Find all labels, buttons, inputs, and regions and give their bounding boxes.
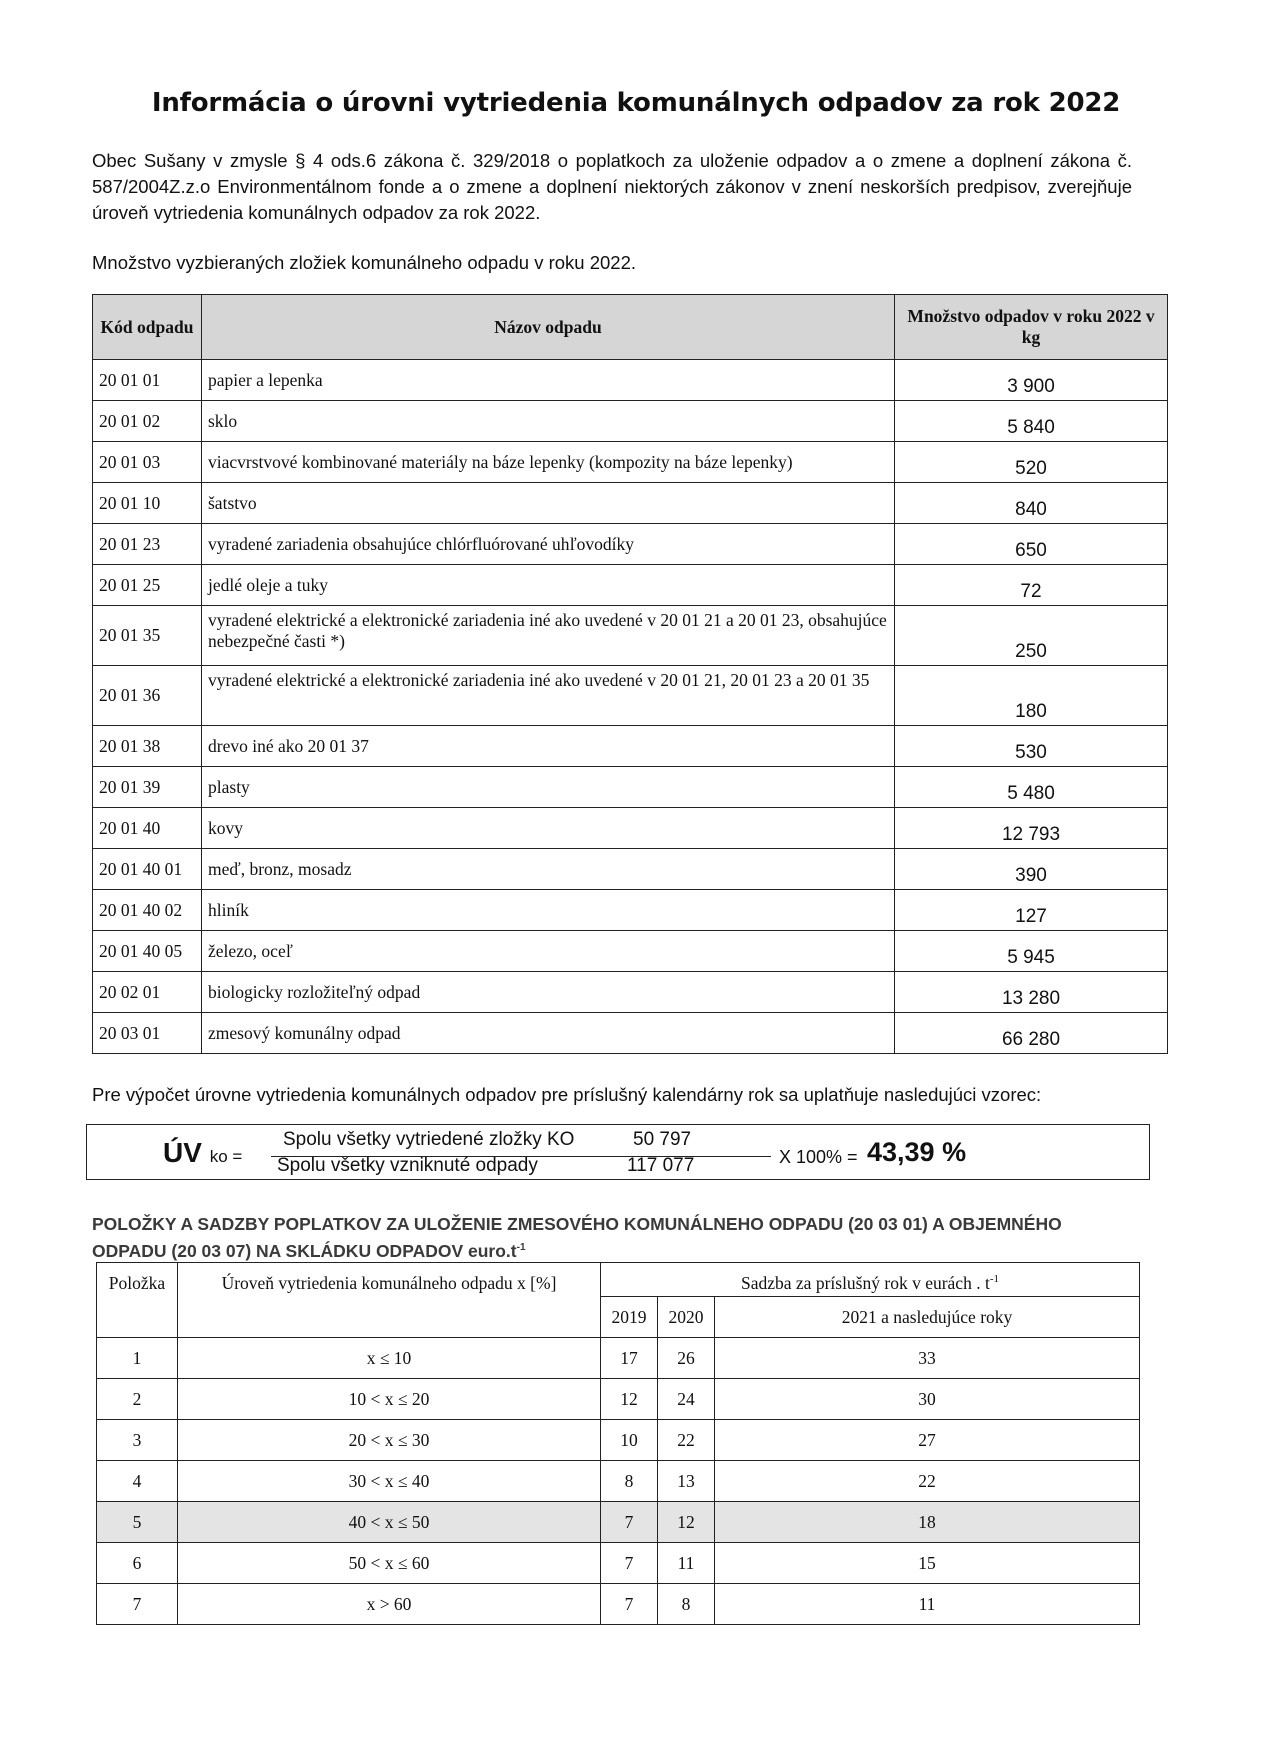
waste-code: 20 02 01	[93, 972, 202, 1013]
waste-name: zmesový komunálny odpad	[202, 1013, 895, 1054]
header-name: Názov odpadu	[202, 295, 895, 360]
waste-qty: 66 280	[895, 1013, 1168, 1054]
waste-qty: 5 945	[895, 931, 1168, 972]
header-level: Úroveň vytriedenia komunálneho odpadu x [%]	[178, 1263, 601, 1338]
formula-result: 43,39 %	[867, 1137, 967, 1167]
table-row	[93, 401, 1168, 442]
table-row	[93, 931, 1168, 972]
waste-qty: 180	[895, 666, 1168, 726]
waste-code: 20 01 10	[93, 483, 202, 524]
header-year-2021: 2021 a nasledujúce roky	[715, 1297, 1140, 1338]
rate-level: 20 < x ≤ 30	[178, 1420, 601, 1461]
rate-item: 6	[97, 1543, 178, 1584]
rate-level: 40 < x ≤ 50	[178, 1502, 601, 1543]
table-row	[93, 666, 1168, 726]
waste-code: 20 01 01	[93, 360, 202, 401]
numerator-label: Spolu všetky vytriedené zložky KO	[283, 1129, 575, 1150]
rate-2019: 17	[601, 1338, 658, 1379]
waste-table-header	[93, 295, 1168, 360]
rate-2019: 7	[601, 1543, 658, 1584]
waste-qty: 650	[895, 524, 1168, 565]
waste-qty: 520	[895, 442, 1168, 483]
rate-2020: 26	[658, 1338, 715, 1379]
waste-code: 20 01 38	[93, 726, 202, 767]
section1-heading: Množstvo vyzbieraných zložiek komunálneho odpadu v roku 2022.	[92, 252, 637, 273]
waste-code: 20 01 35	[93, 606, 202, 666]
table-row	[97, 1461, 1140, 1502]
header-item: Položka	[97, 1263, 178, 1338]
waste-code: 20 01 03	[93, 442, 202, 483]
header-code: Kód odpadu	[93, 295, 202, 360]
waste-qty: 250	[895, 606, 1168, 666]
rate-2020: 12	[658, 1502, 715, 1543]
table-row	[93, 726, 1168, 767]
rates-table	[96, 1262, 1140, 1625]
table-row	[97, 1338, 1140, 1379]
rate-item: 4	[97, 1461, 178, 1502]
waste-qty: 840	[895, 483, 1168, 524]
waste-table	[92, 294, 1168, 1054]
table-row	[97, 1584, 1140, 1625]
rate-level: 10 < x ≤ 20	[178, 1379, 601, 1420]
formula-lead: Pre výpočet úrovne vytriedenia komunálnych odpadov pre príslušný kalendárny rok sa uplatňuje nasledujúci vzorec:	[92, 1084, 1042, 1105]
waste-name: sklo	[202, 401, 895, 442]
waste-name: vyradené zariadenia obsahujúce chlórfluórované uhľovodíky	[202, 524, 895, 565]
rate-2021: 22	[715, 1461, 1140, 1502]
denominator-value: 117 077	[627, 1155, 695, 1176]
formula-multiplier: X 100% =	[779, 1147, 858, 1167]
waste-qty: 5 840	[895, 401, 1168, 442]
waste-code: 20 01 40 01	[93, 849, 202, 890]
waste-name: papier a lepenka	[202, 360, 895, 401]
waste-name: vyradené elektrické a elektronické zariadenia iné ako uvedené v 20 01 21 a 20 01 23, obsahujúce nebezpečné časti *)	[202, 606, 895, 666]
rate-2021: 27	[715, 1420, 1140, 1461]
rate-2019: 8	[601, 1461, 658, 1502]
table-row	[97, 1420, 1140, 1461]
page-title: Informácia o úrovni vytriedenia komunálnych odpadov za rok 2022	[151, 88, 1121, 118]
rate-2019: 7	[601, 1584, 658, 1625]
waste-name: vyradené elektrické a elektronické zariadenia iné ako uvedené v 20 01 21, 20 01 23 a 20 01 35	[202, 666, 895, 726]
waste-name: hliník	[202, 890, 895, 931]
waste-qty: 12 793	[895, 808, 1168, 849]
table-row	[93, 442, 1168, 483]
waste-name: jedlé oleje a tuky	[202, 565, 895, 606]
waste-code: 20 01 40	[93, 808, 202, 849]
waste-name: biologicky rozložiteľný odpad	[202, 972, 895, 1013]
waste-name: drevo iné ako 20 01 37	[202, 726, 895, 767]
waste-name: meď, bronz, mosadz	[202, 849, 895, 890]
waste-qty: 13 280	[895, 972, 1168, 1013]
rate-item: 1	[97, 1338, 178, 1379]
rate-level: 50 < x ≤ 60	[178, 1543, 601, 1584]
section2-heading: POLOŽKY A SADZBY POPLATKOV ZA ULOŽENIE ZMESOVÉHO KOMUNÁLNEHO ODPADU (20 03 01) A OBJEMNÉHO ODPADU (20 03 07) NA SKLÁDKU ODPADOV $euro.t^{-1}$	[92, 1214, 1062, 1261]
rate-2019: 10	[601, 1420, 658, 1461]
header-rate: Sadzba za príslušný rok v eurách . $t^{-1}$	[601, 1263, 1140, 1297]
rate-2021: 11	[715, 1584, 1140, 1625]
rate-2020: 11	[658, 1543, 715, 1584]
rate-2021: 30	[715, 1379, 1140, 1420]
header-year-2019: 2019	[601, 1297, 658, 1338]
rate-item: 3	[97, 1420, 178, 1461]
table-row	[93, 849, 1168, 890]
waste-code: 20 01 36	[93, 666, 202, 726]
waste-code: 20 03 01	[93, 1013, 202, 1054]
waste-name: plasty	[202, 767, 895, 808]
rate-2020: 24	[658, 1379, 715, 1420]
formula-box	[86, 1124, 1150, 1180]
header-year-2020: 2020	[658, 1297, 715, 1338]
rate-item: 7	[97, 1584, 178, 1625]
waste-code: 20 01 23	[93, 524, 202, 565]
table-row	[93, 767, 1168, 808]
waste-qty: 390	[895, 849, 1168, 890]
table-row	[93, 972, 1168, 1013]
rate-2020: 8	[658, 1584, 715, 1625]
denominator-label: Spolu všetky vzniknuté odpady	[277, 1155, 538, 1176]
waste-qty: 5 480	[895, 767, 1168, 808]
rate-level: 30 < x ≤ 40	[178, 1461, 601, 1502]
table-row	[97, 1543, 1140, 1584]
waste-code: 20 01 02	[93, 401, 202, 442]
waste-name: kovy	[202, 808, 895, 849]
table-row	[93, 606, 1168, 666]
rate-2021: 18	[715, 1502, 1140, 1543]
header-qty: Množstvo odpadov v roku 2022 v kg	[895, 295, 1168, 360]
rate-2020: 22	[658, 1420, 715, 1461]
waste-name: šatstvo	[202, 483, 895, 524]
table-row	[97, 1502, 1140, 1543]
rate-level: x > 60	[178, 1584, 601, 1625]
table-row	[93, 1013, 1168, 1054]
waste-name: železo, oceľ	[202, 931, 895, 972]
rate-2021: 33	[715, 1338, 1140, 1379]
table-row	[93, 360, 1168, 401]
rate-item: 2	[97, 1379, 178, 1420]
table-row	[93, 890, 1168, 931]
rate-item: 5	[97, 1502, 178, 1543]
table-row	[93, 524, 1168, 565]
table-row	[97, 1379, 1140, 1420]
rate-2020: 13	[658, 1461, 715, 1502]
table-row	[93, 808, 1168, 849]
rate-2021: 15	[715, 1543, 1140, 1584]
waste-code: 20 01 25	[93, 565, 202, 606]
waste-code: 20 01 40 05	[93, 931, 202, 972]
waste-qty: 72	[895, 565, 1168, 606]
table-row	[93, 565, 1168, 606]
waste-qty: 127	[895, 890, 1168, 931]
rate-2019: 12	[601, 1379, 658, 1420]
intro-paragraph: Obec Sušany v zmysle § 4 ods.6 zákona č. 329/2018 o poplatkoch za uloženie odpadov a o zmene a doplnení zákona č. 587/2004Z.z.o Environmentálnom fonde a o zmene a doplnení niektorých zákonov v znení neskorších predpisov, zverejňuje úroveň vytriedenia komunálnych odpadov za rok 2022.	[92, 150, 1132, 223]
rate-2019: 7	[601, 1502, 658, 1543]
numerator-value: 50 797	[633, 1129, 692, 1150]
formula-symbol: ÚV ko =	[163, 1137, 243, 1168]
waste-name: viacvrstvové kombinované materiály na báze lepenky (kompozity na báze lepenky)	[202, 442, 895, 483]
waste-qty: 3 900	[895, 360, 1168, 401]
waste-code: 20 01 40 02	[93, 890, 202, 931]
table-row	[93, 483, 1168, 524]
waste-qty: 530	[895, 726, 1168, 767]
waste-code: 20 01 39	[93, 767, 202, 808]
formula-subscript: ko =	[209, 1147, 243, 1166]
rate-level: x ≤ 10	[178, 1338, 601, 1379]
